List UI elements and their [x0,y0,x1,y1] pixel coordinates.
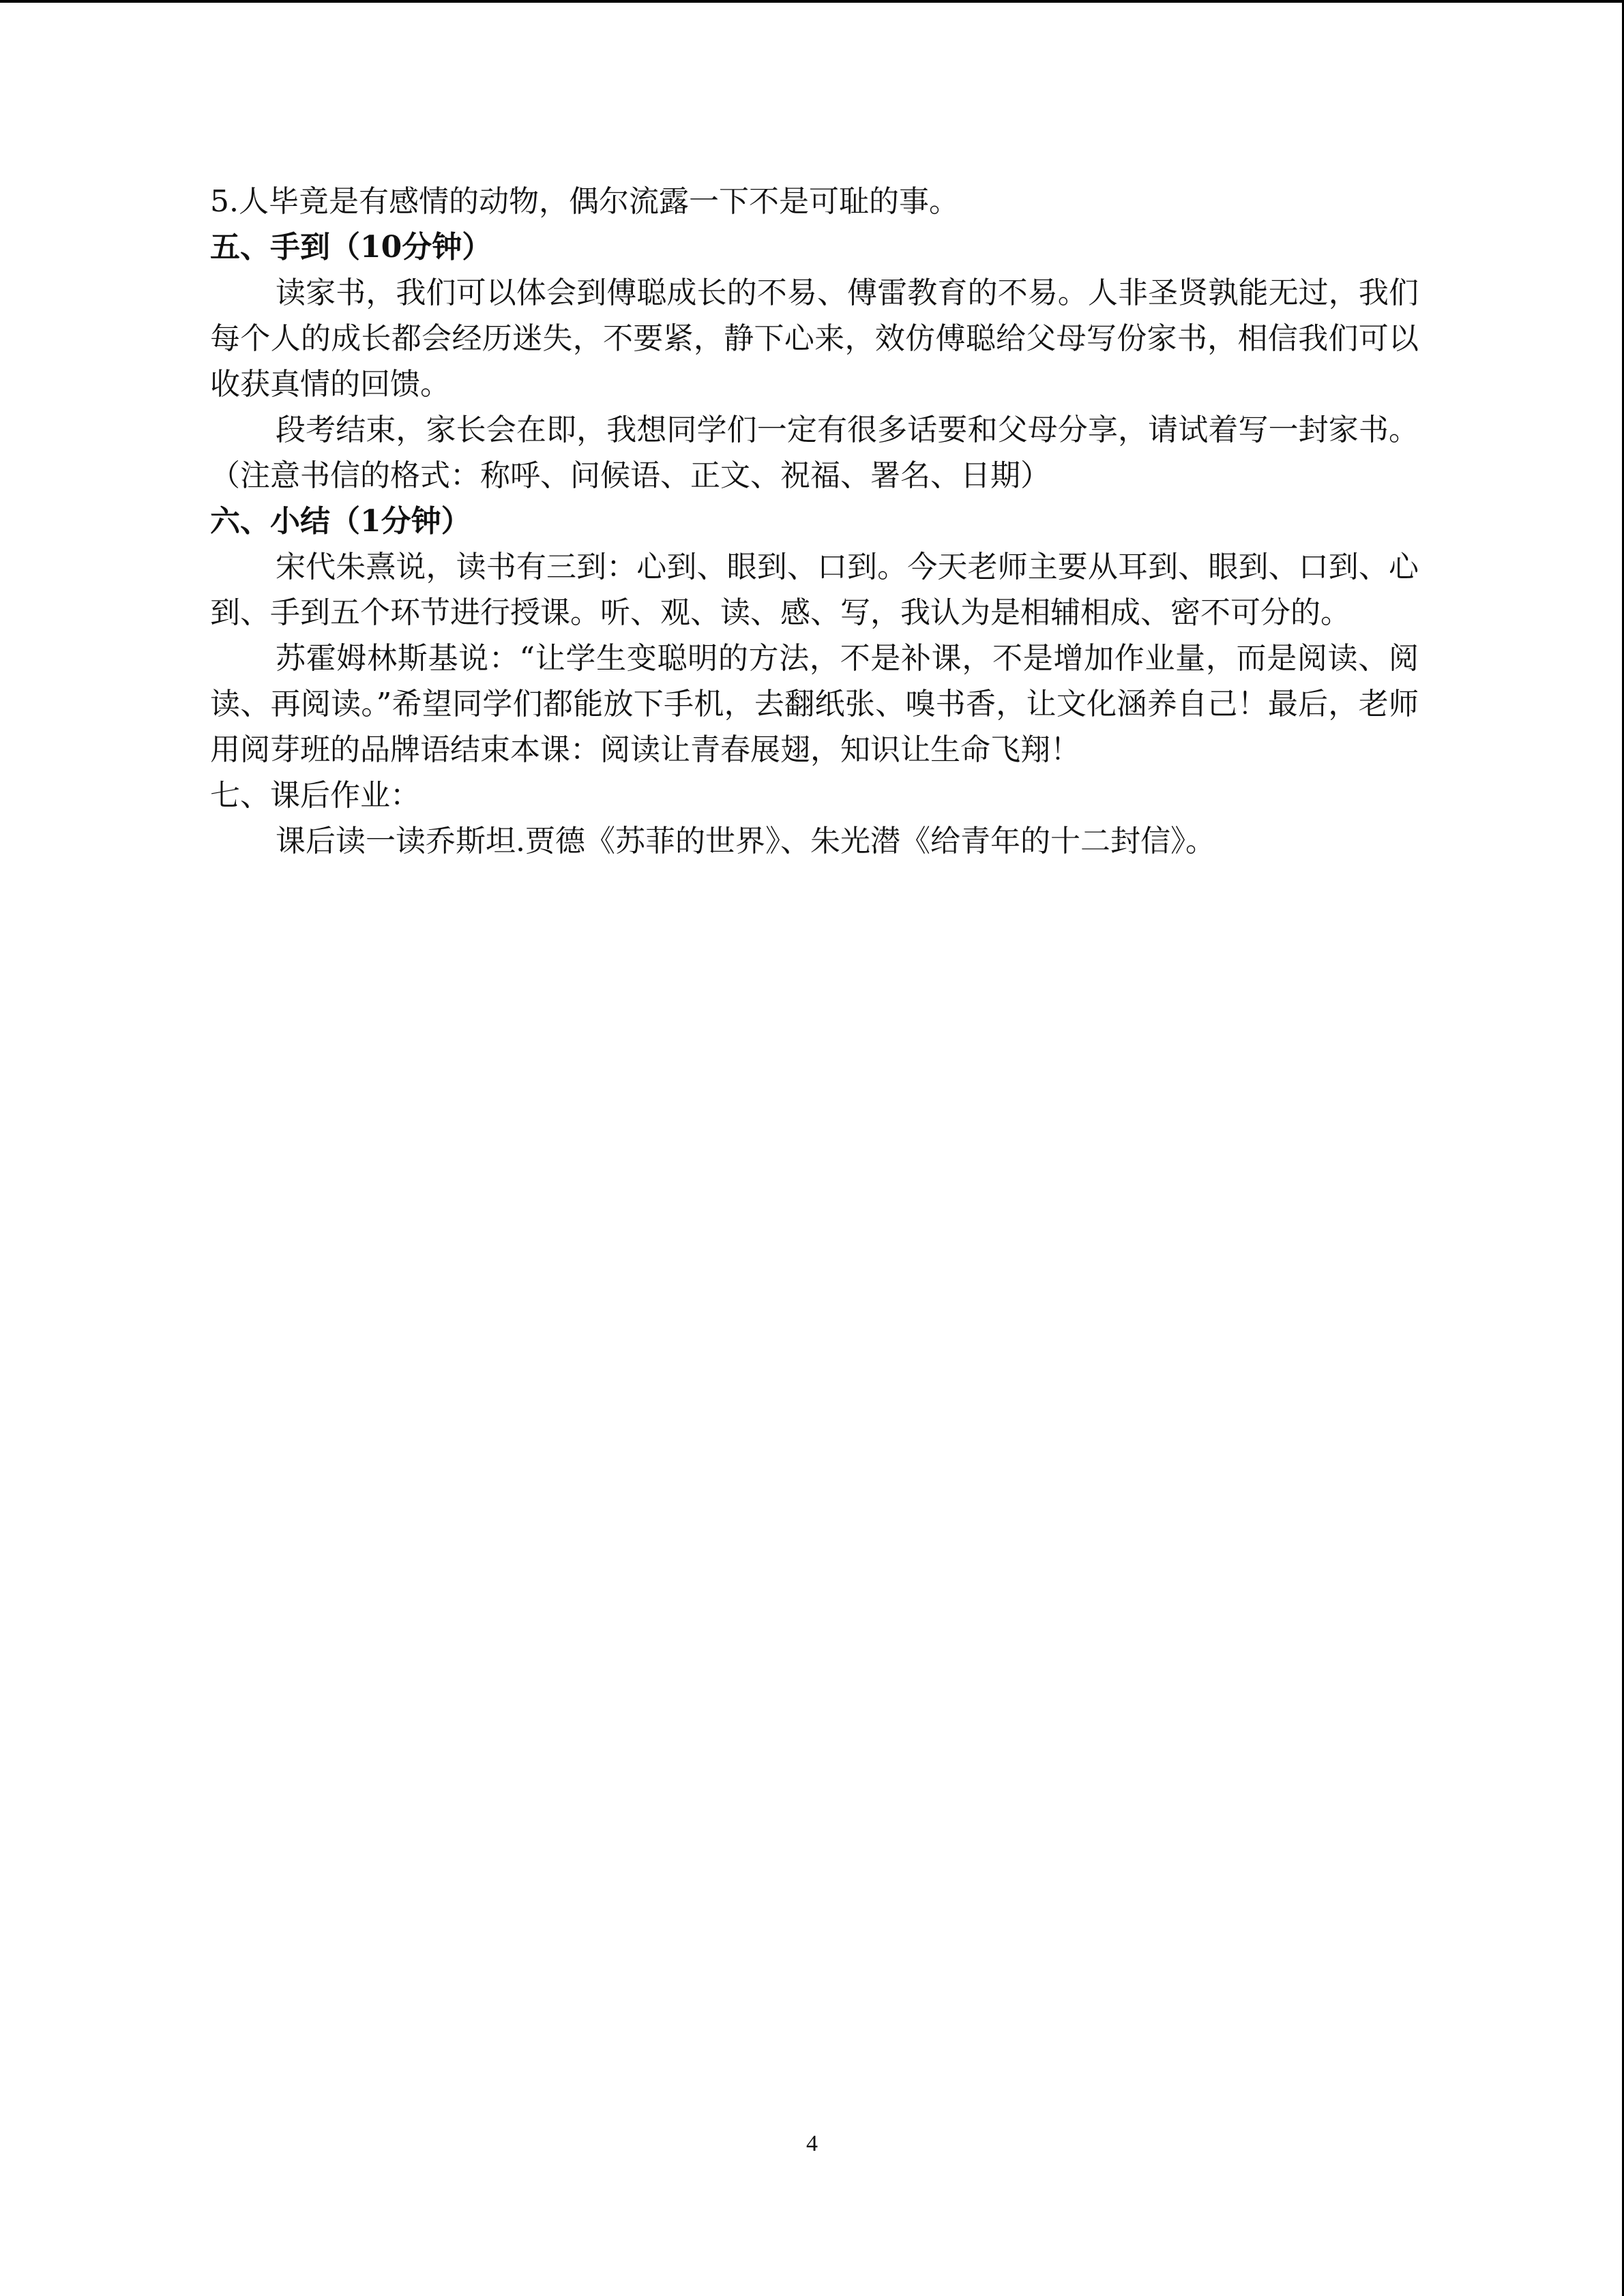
section-heading-xiaojie: 六、小结（1分钟） [210,504,471,539]
page-number: 4 [806,2131,818,2156]
section-shoudao-paragraph-2: 段考结束，家长会在即，我想同学们一定有很多话要和父母分享，请试着写一封家书。（注意书信的格式：称呼、问候语、正文、祝福、署名、日期） [210,413,1419,493]
document-body [210,179,1419,864]
section-heading-homework: 七、课后作业： [210,778,420,813]
intro-line: 5.人毕竟是有感情的动物，偶尔流露一下不是可耻的事。 [210,184,959,219]
section-xiaojie-paragraph-1: 宋代朱熹说，读书有三到：心到、眼到、口到。今天老师主要从耳到、眼到、口到、心到、手到五个环节进行授课。听、观、读、感、写，我认为是相辅相成、密不可分的。 [210,550,1419,630]
page-top-border [0,0,1624,3]
section-homework-paragraph-1: 课后读一读乔斯坦.贾德《苏菲的世界》、朱光潜《给青年的十二封信》。 [276,824,1215,859]
section-shoudao-paragraph-1: 读家书，我们可以体会到傅聪成长的不易、傅雷教育的不易。人非圣贤孰能无过，我们每个人的成长都会经历迷失，不要紧，静下心来，效仿傅聪给父母写份家书，相信我们可以收获真情的回馈。 [210,275,1419,402]
section-heading-shoudao: 五、手到（10分钟） [210,230,492,265]
section-xiaojie-paragraph-2: 苏霍姆林斯基说：“让学生变聪明的方法，不是补课，不是增加作业量，而是阅读、阅读、再阅读。”希望同学们都能放下手机，去翻纸张、嗅书香，让文化涵养自己！最后，老师用阅芽班的品牌语结束本课：阅读让青春展翅，知识让生命飞翔！ [210,641,1419,767]
